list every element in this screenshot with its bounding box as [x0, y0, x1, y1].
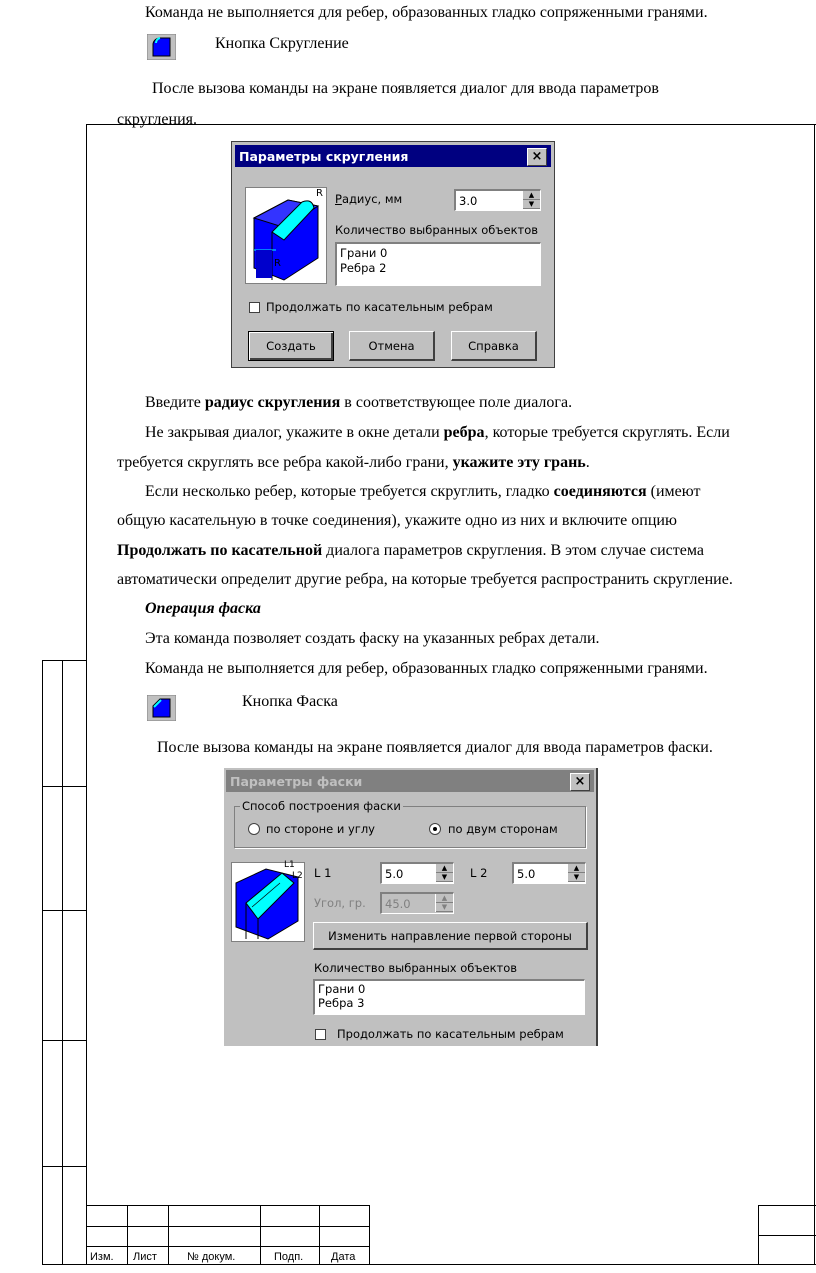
- stamp-v2: [168, 1205, 169, 1265]
- change-direction-button[interactable]: [313, 922, 588, 950]
- spinner-up-icon[interactable]: ▲: [523, 191, 540, 200]
- angle-input: [380, 892, 454, 914]
- close-icon[interactable]: ×: [527, 148, 547, 166]
- fillet-dialog: [231, 141, 555, 368]
- cancel-button-label: Отмена: [368, 339, 415, 353]
- paragraph-edges-line1: [145, 425, 730, 441]
- fillet-button-caption: Кнопка Скругление: [215, 35, 349, 52]
- spinner-up-icon[interactable]: ▲: [568, 864, 585, 873]
- l1-input[interactable]: [380, 862, 454, 884]
- fillet-dialog-titlebar: [235, 145, 551, 167]
- p3-bold: соединяются: [553, 483, 647, 500]
- angle-spinner: [435, 894, 453, 912]
- chamfer-heading: Операция фаска: [145, 600, 261, 617]
- fillet-tangent-checkbox[interactable]: [249, 302, 260, 313]
- l1-label: L 1: [314, 866, 332, 880]
- intro-line: Команда не выполняется для ребер, образованных гладко сопряженными гранями.: [145, 4, 708, 21]
- spinner-down-icon: ▼: [436, 903, 453, 912]
- chamfer-count-faces: Грани 0: [318, 982, 366, 996]
- fillet-count-edges: Ребра 2: [340, 261, 387, 275]
- p1-bold: радиус скругления: [204, 394, 341, 411]
- stamp-top-line: [86, 1205, 370, 1206]
- fillet-count-faces: Грани 0: [340, 246, 388, 260]
- spinner-down-icon[interactable]: ▼: [568, 873, 585, 882]
- l2-label: L 2: [470, 866, 488, 880]
- create-button[interactable]: [248, 331, 334, 361]
- stamp-doc: № докум.: [187, 1251, 236, 1263]
- stamp-izm: Изм.: [90, 1251, 114, 1263]
- radio-side-angle-label: по стороне и углу: [266, 822, 375, 836]
- margin-strip-outer: [42, 660, 43, 1264]
- p2-part-a: Не закрывая диалог, укажите в окне детали: [145, 424, 444, 441]
- chamfer-count-edges: Ребра 3: [318, 996, 365, 1010]
- l1-value: 5.0: [385, 867, 404, 881]
- margin-strip-inner: [62, 660, 63, 1264]
- l2-value: 5.0: [517, 867, 536, 881]
- help-button[interactable]: [451, 331, 537, 361]
- radio-side-angle[interactable]: [248, 823, 260, 835]
- chamfer-button-caption: Кнопка Фаска: [242, 693, 338, 710]
- chamfer-dialog-titlebar: [226, 770, 594, 792]
- frame-right-line: [814, 124, 815, 1265]
- stamp-list: Лист: [133, 1251, 157, 1263]
- p1-part-a: Введите: [145, 394, 205, 411]
- angle-label: Угол, гр.: [314, 896, 366, 910]
- stamp-row3-line: [86, 1246, 370, 1247]
- create-button-label: Создать: [266, 339, 316, 353]
- radio-two-sides-label: по двум сторонам: [448, 822, 558, 836]
- margin-strip-h3: [42, 910, 87, 911]
- chamfer-dialog-title: Параметры фаски: [230, 774, 363, 789]
- chamfer-paragraph1: Эта команда позволяет создать фаску на указанных ребрах детали.: [145, 630, 600, 647]
- l2-spinner[interactable]: [567, 864, 585, 882]
- fillet-tangent-label: Продолжать по касательным ребрам: [266, 300, 493, 314]
- chamfer-intro-line: После вызова команды на экране появляется диалог для ввода параметров фаски.: [157, 739, 713, 756]
- p3-bold-2: Продолжать по касательной: [117, 542, 323, 559]
- stamp-v3: [260, 1205, 261, 1265]
- spinner-down-icon[interactable]: ▼: [436, 873, 453, 882]
- paragraph-tangent-line3: [117, 543, 704, 559]
- radius-input[interactable]: [454, 189, 541, 211]
- fillet-preview-r-bottom: R: [274, 258, 281, 269]
- radius-value: 3.0: [459, 194, 478, 208]
- chamfer-button-icon: [147, 695, 176, 721]
- stamp-podp: Подп.: [274, 1251, 304, 1263]
- paragraph-tangent-line1: [145, 484, 701, 500]
- p2-part-c: , которые требуется скруглять. Если: [484, 424, 730, 441]
- chamfer-count-box: [313, 979, 585, 1015]
- p2-bold: ребра: [443, 424, 485, 441]
- p3-part-a: Если несколько ребер, которые требуется скруглить, гладко: [145, 483, 554, 500]
- fillet-preview-image: [245, 187, 327, 284]
- margin-strip-h4: [42, 1040, 87, 1041]
- radio-two-sides[interactable]: [429, 823, 441, 835]
- margin-strip-h2: [42, 786, 87, 787]
- close-icon[interactable]: ×: [570, 773, 590, 791]
- spinner-up-icon: ▲: [436, 894, 453, 903]
- p3-part-f: диалога параметров скругления. В этом случае система: [322, 542, 704, 559]
- chamfer-dialog: [224, 768, 598, 1046]
- fillet-intro-line1: После вызова команды на экране появляется диалог для ввода параметров: [152, 80, 659, 97]
- stamp-v5: [369, 1205, 370, 1265]
- spinner-down-icon[interactable]: ▼: [523, 200, 540, 209]
- stamp-row2-line-right: [758, 1235, 816, 1236]
- method-group-label: Способ построения фаски: [242, 799, 401, 813]
- paragraph-tangent-line4: автоматически определит другие ребра, на которые требуется распространить скругление.: [117, 571, 733, 588]
- chamfer-tangent-label: Продолжать по касательным ребрам: [337, 1027, 564, 1041]
- fillet-button-icon: [147, 34, 176, 60]
- p1-part-c: в соответствующее поле диалога.: [340, 394, 573, 411]
- paragraph-tangent-line2: общую касательную в точке соединения), укажите одно из них и включите опцию: [117, 512, 677, 529]
- stamp-top-line-right: [758, 1205, 816, 1206]
- chamfer-preview-l2: L2: [292, 871, 303, 881]
- stamp-v4: [319, 1205, 320, 1265]
- paragraph-radius: [145, 395, 572, 411]
- fillet-preview-r-top: R: [316, 188, 323, 199]
- l2-input[interactable]: [512, 862, 586, 884]
- change-direction-label: Изменить направление первой стороны: [328, 929, 572, 943]
- help-button-label: Справка: [468, 339, 519, 353]
- chamfer-tangent-checkbox[interactable]: [315, 1029, 326, 1040]
- fillet-dialog-title: Параметры скругления: [239, 149, 409, 164]
- margin-strip-h5: [42, 1166, 87, 1167]
- cancel-button[interactable]: [349, 331, 435, 361]
- p2-part-f: .: [585, 454, 590, 471]
- p2-bold-2: укажите эту грань: [452, 454, 586, 471]
- frame-left-line: [86, 124, 87, 1265]
- radius-label-text: адиус, мм: [341, 192, 403, 206]
- paragraph-edges-line2: [117, 455, 590, 471]
- stamp-date: Дата: [331, 1251, 356, 1263]
- stamp-v1: [127, 1205, 128, 1265]
- fillet-intro-line2: скругления.: [117, 111, 197, 128]
- chamfer-paragraph2: Команда не выполняется для ребер, образованных гладко сопряженными гранями.: [145, 660, 708, 677]
- angle-value: 45.0: [385, 897, 411, 911]
- spinner-up-icon[interactable]: ▲: [436, 864, 453, 873]
- chamfer-preview-l1: L1: [284, 860, 295, 870]
- radius-spinner[interactable]: [522, 191, 540, 209]
- margin-strip-h1: [42, 660, 87, 661]
- p3-part-c: (имеют: [646, 483, 701, 500]
- stamp-v6: [758, 1205, 759, 1265]
- chamfer-count-label: Количество выбранных объектов: [314, 961, 518, 975]
- stamp-row2-line: [86, 1226, 370, 1227]
- p2-part-d: требуется скруглять все ребра какой-либо грани,: [117, 454, 453, 471]
- frame-bottom-line: [42, 1264, 816, 1265]
- fillet-count-box: [335, 242, 541, 286]
- radius-label: Радиус, мм: [335, 192, 403, 206]
- fillet-count-label: Количество выбранных объектов: [335, 223, 539, 237]
- chamfer-preview-image: [231, 862, 305, 942]
- l1-spinner[interactable]: [435, 864, 453, 882]
